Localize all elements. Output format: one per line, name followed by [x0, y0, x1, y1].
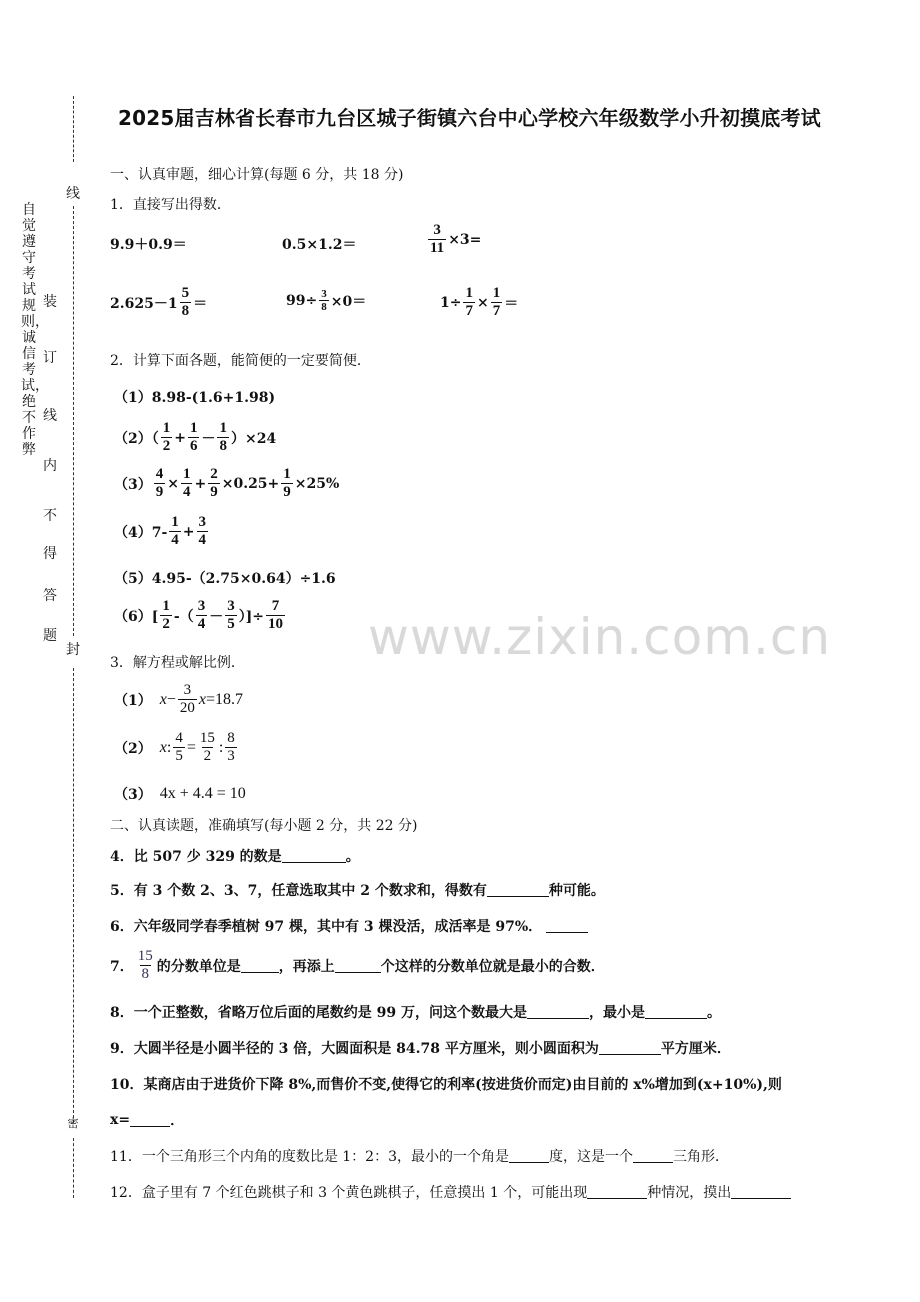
answer-blank[interactable]	[282, 849, 346, 863]
binding-dashed-line-mid	[73, 206, 74, 636]
binding-label: 线	[43, 408, 57, 424]
q2-part-4: （4）7- $\frac{1}{4}$ + $\frac{3}{4}$	[114, 514, 207, 548]
binding-label: 装	[43, 294, 57, 310]
answer-blank[interactable]	[335, 959, 381, 973]
binding-label: 题	[43, 628, 57, 644]
q1-label: 1．直接写出得数．	[110, 197, 231, 213]
q2-part-6: （6）[ $\frac{1}{2}$ -（ $\frac{3}{4}$ － $\frac{3}{5}$ ）]÷ $\frac{7}{10}$	[114, 598, 284, 632]
answer-blank[interactable]	[633, 1149, 673, 1163]
fraction: $\frac{4}{5}$	[175, 730, 183, 764]
q4: 4．比 507 少 329 的数是 。	[110, 849, 360, 865]
fraction: $\frac{3}{5}$	[227, 598, 235, 632]
fraction: $\frac{3}{20}$	[179, 682, 195, 716]
binding-label: 内	[43, 458, 57, 474]
answer-blank[interactable]	[546, 919, 588, 933]
q1-item-5: 99÷ $\frac{3}{8}$ ×0＝	[286, 288, 367, 313]
answer-blank[interactable]	[487, 883, 549, 897]
fraction: $\frac{15}{2}$	[199, 730, 215, 764]
binding-label: 订	[43, 350, 57, 366]
fraction: $\frac{5}{8}$	[181, 285, 190, 319]
binding-label: 密	[67, 1117, 79, 1130]
q2-label: 2．计算下面各题，能简便的一定要简便．	[110, 353, 371, 369]
binding-label: 线	[66, 186, 80, 202]
q3-part-1: （1） x − $\frac{3}{20}$ x =18.7	[114, 682, 244, 716]
answer-blank[interactable]	[599, 1041, 661, 1055]
answer-blank[interactable]	[130, 1113, 170, 1127]
binding-label: 得	[43, 546, 57, 562]
page-title: 2025届吉林省长春市九台区城子街镇六台中心学校六年级数学小升初摸底考试	[118, 106, 821, 130]
q5: 5．有 3 个数 2、3、7，任意选取其中 2 个数求和，得数有 种可能。	[110, 883, 605, 899]
q2-part-3: （3） $\frac{4}{9}$ × $\frac{1}{4}$ + $\frac{2}{9}$ ×0.25+ $\frac{1}{9}$ ×25%	[114, 466, 340, 500]
q1-item-3: $\frac{3}{11}$ ×3=	[430, 222, 482, 256]
q6: 6．六年级同学春季植树 97 棵，其中有 3 棵没活，成活率是 97%．	[110, 916, 588, 936]
q3-part-2: （2） x : $\frac{4}{5}$ = $\frac{15}{2}$ : $\frac{8}{3}$	[114, 730, 235, 764]
binding-rules-text: 自觉遵守考试规则，诚信考试，绝不作弊	[21, 202, 49, 458]
section2-heading: 二、认真读题，准确填写(每小题 2 分，共 22 分)	[110, 818, 418, 834]
answer-blank[interactable]	[527, 1005, 589, 1019]
q1-item-1-text: 9.9＋0.9＝	[110, 237, 187, 253]
q1-item-1	[110, 234, 187, 254]
binding-label: 封	[66, 642, 80, 658]
fraction: $\frac{1}{9}$	[283, 466, 291, 500]
fraction: $\frac{1}{4}$	[182, 466, 191, 500]
fraction: $\frac{15}{8}$	[137, 948, 153, 982]
fraction: $\frac{1}{2}$	[162, 420, 171, 454]
fraction: $\frac{4}{9}$	[155, 466, 164, 500]
answer-blank[interactable]	[645, 1005, 707, 1019]
q2-part-1: （1）8.98-(1.6+1.98)	[114, 390, 276, 406]
answer-blank[interactable]	[731, 1185, 791, 1199]
q3-label: 3．解方程或解比例．	[110, 655, 245, 671]
binding-label: 答	[43, 588, 57, 604]
fraction: $\frac{1}{6}$	[189, 420, 198, 454]
q3-part-3: （3） 4x + 4.4 = 10	[114, 785, 246, 803]
fraction: $\frac{7}{10}$	[268, 598, 284, 632]
watermark: www.zixin.com.cn	[368, 608, 832, 666]
answer-blank[interactable]	[241, 959, 279, 973]
fraction: $\frac{3}{8}$	[321, 288, 327, 313]
q1-item-2	[282, 234, 356, 254]
binding-dashed-line-top	[73, 96, 74, 162]
q10-line1: 10．某商店由于进货价下降 8%,而售价不变,使得它的利率(按进货价而定)由目前的 x%增加到(x+10%),则	[110, 1077, 782, 1093]
q12: 12．盒子里有 7 个红色跳棋子和 3 个黄色跳棋子，任意摸出 1 个，可能出现 种情况，摸出	[110, 1182, 791, 1202]
fraction: $\frac{3}{11}$	[430, 222, 445, 256]
answer-blank[interactable]	[509, 1149, 549, 1163]
fraction: $\frac{1}{7}$	[465, 285, 473, 319]
q2-part-5: （5）4.95-（2.75×0.64）÷1.6	[114, 571, 336, 587]
answer-blank[interactable]	[587, 1185, 647, 1199]
fraction: $\frac{8}{3}$	[227, 730, 235, 764]
fraction: $\frac{1}{2}$	[162, 598, 170, 632]
fraction: $\frac{3}{4}$	[198, 514, 207, 548]
fraction: $\frac{1}{4}$	[171, 514, 179, 548]
fraction: $\frac{1}{8}$	[219, 420, 227, 454]
q2-part-2: （2）（ $\frac{1}{2}$ + $\frac{1}{6}$ － $\frac{1}{8}$ ）×24	[114, 420, 277, 454]
q1-item-4: 2.625－1 $\frac{5}{8}$ ＝	[110, 285, 208, 319]
q11: 11．一个三角形三个内角的度数比是 1：2：3，最小的一个角是 度，这是一个 三角形．	[110, 1149, 729, 1165]
fraction: $\frac{1}{7}$	[492, 285, 501, 319]
fraction: $\frac{3}{4}$	[197, 598, 206, 632]
binding-dashed-line-lower	[73, 668, 74, 1123]
q7: 7． $\frac{15}{8}$ 的分数单位是 ，再添上 个这样的分数单位就是最小的合数．	[110, 948, 605, 982]
section1-heading: 一、认真审题，细心计算(每题 6 分，共 18 分)	[110, 167, 404, 183]
fraction: $\frac{2}{9}$	[210, 466, 218, 500]
q1-item-6: 1÷ $\frac{1}{7}$ × $\frac{1}{7}$ ＝	[440, 285, 519, 319]
q9: 9．大圆半径是小圆半径的 3 倍，大圆面积是 84.78 平方厘米，则小圆面积为 平方厘米．	[110, 1041, 731, 1057]
binding-label: 不	[43, 508, 57, 524]
q10-line2: x= ．	[110, 1112, 185, 1129]
q8: 8．一个正整数，省略万位后面的尾数约是 99 万，问这个数最大是 ，最小是 。	[110, 1005, 721, 1021]
binding-dashed-line-bottom	[73, 1138, 74, 1198]
q1-item-2-text: 0.5×1.2＝	[282, 237, 357, 253]
